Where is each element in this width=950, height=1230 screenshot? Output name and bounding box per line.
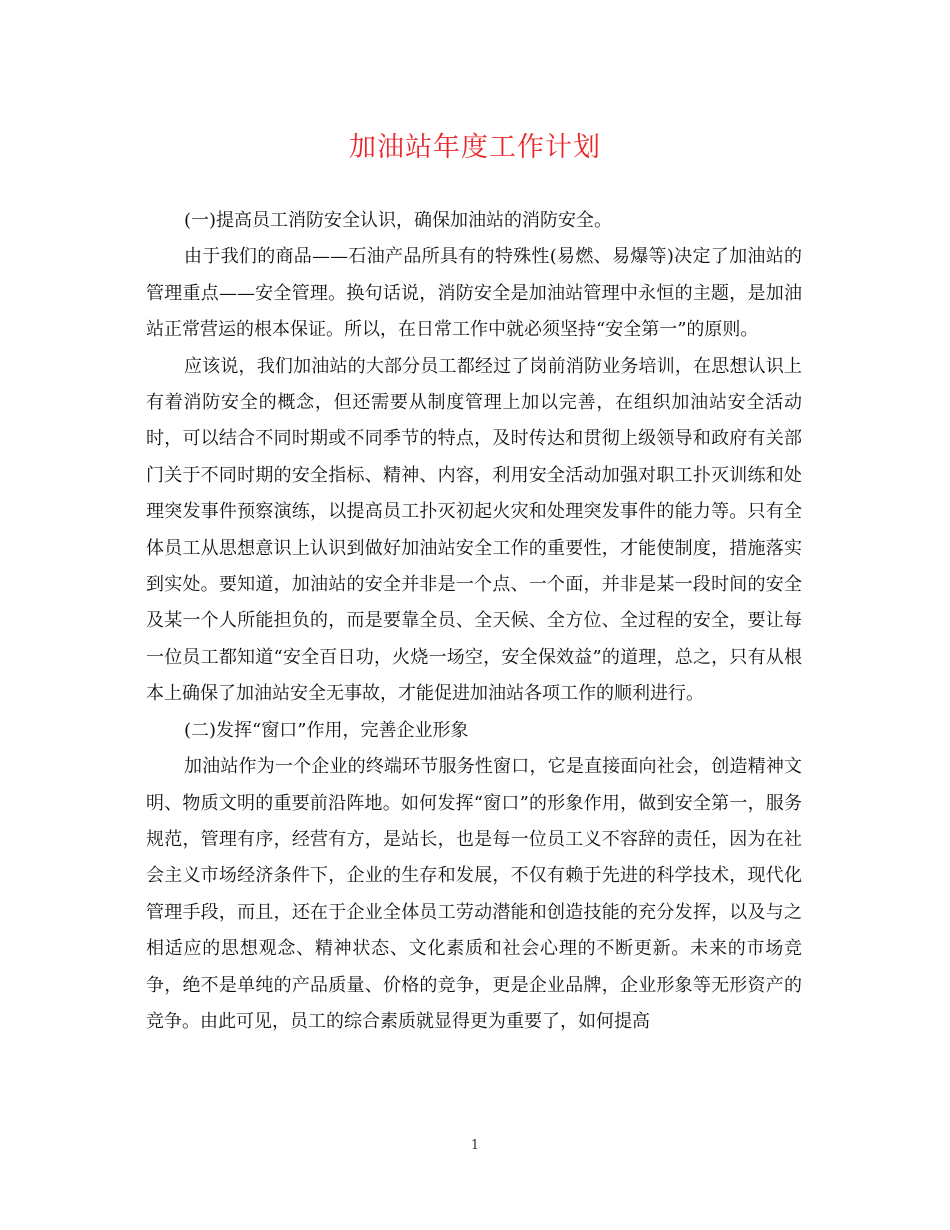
- page-number: 1: [470, 1138, 480, 1153]
- paragraph-safety-training: 应该说，我们加油站的大部分员工都经过了岗前消防业务培训，在思想认识上有着消防安全的概念，但还需要从制度管理上加以完善，在组织加油站安全活动时，可以结合不同时期或不同季节的特点，及时传达和贯彻上级领导和政府有关部门关于不同时期的安全指标、精神、内容，利用安全活动加强对职工扑灭训练和处理突发事件预察演练，以提高员工扑灭初起火灾和处理突发事件的能力等。只有全体员工从思想意识上认识到做好加油站安全工作的重要性，才能使制度，措施落实到实处。要知道，加油站的安全并非是一个点、一个面，并非是某一段时间的安全及某一个人所能担负的，而是要靠全员、全天候、全方位、全过程的安全，要让每一位员工都知道“安全百日功，火烧一场空，安全保效益”的道理，总之，只有从根本上确保了加油站安全无事故，才能促进加油站各项工作的顺利进行。: [146, 355, 802, 705]
- document-body: [146, 203, 802, 1040]
- section-heading-1: (一)提高员工消防安全认识，确保加油站的消防安全。: [184, 210, 613, 231]
- section-heading-2: (二)发挥“窗口”作用，完善企业形象: [184, 719, 469, 741]
- paragraph-safety-importance: 由于我们的商品——石油产品所具有的特殊性(易燃、易爆等)决定了加油站的管理重点——安全管理。换句话说，消防安全是加油站管理中永恒的主题，是加油站正常营运的根本保证。所以，在日常工作中就必须坚持“安全第一”的原则。: [146, 246, 802, 341]
- paragraph-corporate-image: 加油站作为一个企业的终端环节服务性窗口，它是直接面向社会，创造精神文明、物质文明的重要前沿阵地。如何发挥“窗口”的形象作用，做到安全第一，服务规范，管理有序，经营有方，是站长，也是每一位员工义不容辞的责任，因为在社会主义市场经济条件下，企业的生存和发展，不仅有赖于先进的科学技术，现代化管理手段，而且，还在于企业全体员工劳动潜能和创造技能的充分发挥，以及与之相适应的思想观念、精神状态、文化素质和社会心理的不断更新。未来的市场竞争，绝不是单纯的产品质量、价格的竞争，更是企业品牌，企业形象等无形资产的竞争。由此可见，员工的综合素质就显得更为重要了，如何提高: [146, 756, 802, 1032]
- document-title: 加油站年度工作计划: [349, 132, 601, 163]
